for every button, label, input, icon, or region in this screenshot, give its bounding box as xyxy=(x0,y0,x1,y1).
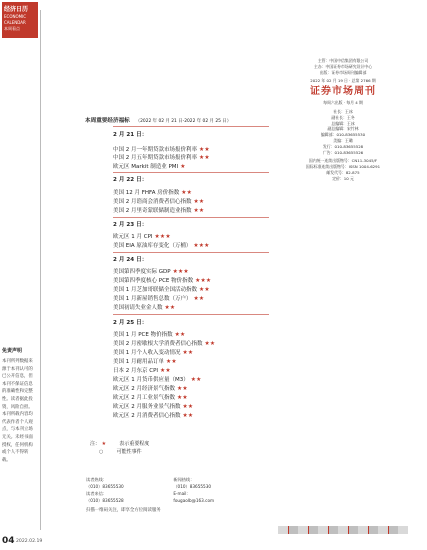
importance-stars: ★★ xyxy=(193,296,205,302)
contact-box xyxy=(86,476,266,514)
legend-row xyxy=(90,448,149,456)
calendar-tab-sub: 本周看点 xyxy=(4,26,20,31)
calendar-tab-en1: ECONOMIC xyxy=(4,14,27,19)
importance-stars: ★★ xyxy=(174,332,186,338)
colophon-line: 副社长：王冬 xyxy=(331,114,355,120)
list-item: 日本 2 月东京 CPI ★★ xyxy=(113,368,171,374)
page-title xyxy=(85,116,231,124)
calendar-tab-en2: CALENDAR xyxy=(4,20,26,25)
importance-stars: ★★ xyxy=(164,305,176,311)
calendar-tab xyxy=(2,2,38,38)
page-date: 2022.02.19 xyxy=(16,539,43,544)
list-item: 欧元区 1 月货币供应量（M3） ★★ xyxy=(113,377,202,383)
list-item: 美国 1 月新屋销售总数（万户） ★★ xyxy=(113,296,205,302)
date-heading: 2 月 22 日： xyxy=(113,177,148,183)
left-rule xyxy=(40,10,41,530)
importance-stars: ★★ xyxy=(199,287,210,293)
legend-row xyxy=(90,440,149,448)
colophon-line: 主办：中国证券市场研究设计中心 xyxy=(313,63,373,69)
list-item: 美国 1 月芝加哥联储全国活动指数 ★★ xyxy=(113,287,210,293)
colophon-line: 美编：王璐 xyxy=(333,137,353,143)
date-heading: 2 月 21 日： xyxy=(113,132,148,138)
date-heading: 2 月 24 日： xyxy=(113,257,148,263)
contact-line: （010）83655528 xyxy=(86,498,124,503)
list-item: 美国 2 月里奇蒙联储制造业指数 ★★ xyxy=(113,208,205,214)
importance-stars: ★★ xyxy=(177,386,188,392)
importance-stars: ★★ xyxy=(193,199,205,205)
list-item: 美国初请失业金人数 ★★ xyxy=(113,305,176,311)
legend-note-label: 注： xyxy=(90,441,101,447)
importance-stars: ★★ xyxy=(190,377,202,383)
list-item: 美国第四季度核心 PCE 物价指数 ★★★ xyxy=(113,278,212,284)
list-item: 美国 EIA 原油库存变化（万桶） ★★★ xyxy=(113,243,210,249)
divider xyxy=(113,217,269,218)
list-item: 欧元区 2 月服务业景气指数 ★★ xyxy=(113,404,194,410)
disclaimer-body: 本刊所列数据来源于本刊认可的已公开信息，但本刊不保证信息的准确性和完整性。读者据此投资，风险自担。本刊所载内容均代表作者个人观点，与本刊立场无关。未经书面授权，任何机构或个人不得转载。 xyxy=(2,359,33,463)
disclaimer-title: 免责声明 xyxy=(2,348,23,354)
list-item: 欧元区 1 月 CPI ★★★ xyxy=(113,234,171,240)
importance-stars: ★★ xyxy=(182,413,194,419)
contact-col-right xyxy=(173,476,259,504)
contact-line: 读者热线： xyxy=(86,477,107,482)
legend xyxy=(90,440,149,456)
colophon-line: 国际标准连续出版物号：ISSN 1004-6291 xyxy=(305,164,381,170)
list-item: 美国 2 月谘商会消费者信心指数 ★★ xyxy=(113,199,205,205)
contact-col-left xyxy=(86,476,172,504)
star-icon: ★ xyxy=(101,441,107,447)
colophon-line: 社长：王冰 xyxy=(333,108,353,114)
legend-text: 可能性事件 xyxy=(116,449,142,455)
list-item: 欧元区 2 月消费者信心指数 ★★ xyxy=(113,413,194,419)
importance-stars: ★★★ xyxy=(172,269,189,275)
divider xyxy=(113,252,269,253)
importance-stars: ★★ xyxy=(193,208,205,214)
importance-stars: ★★★ xyxy=(154,234,171,240)
importance-stars: ★★ xyxy=(199,147,210,153)
colophon-line: 国内统一连续出版物号：CN11-3045/F xyxy=(308,158,378,164)
colophon-line: 发行：010-83655528 xyxy=(322,143,364,149)
page-number: 04 xyxy=(2,536,15,546)
importance-stars: ★★★ xyxy=(195,278,212,284)
list-item: 中国 2 月五年期贷款市场报价利率 ★★ xyxy=(113,155,210,161)
importance-stars: ★★★ xyxy=(193,243,210,249)
legend-text: 表示重要程度 xyxy=(119,441,150,447)
date-heading: 2 月 25 日： xyxy=(113,320,148,326)
importance-stars: ★★ xyxy=(204,341,216,347)
importance-stars: ★★ xyxy=(160,368,171,374)
date-range: （2022 年 02 月 21 日-2022 年 02 月 25 日） xyxy=(135,119,232,124)
list-item: 美国 1 月 PCE 物价指数 ★★ xyxy=(113,332,186,338)
colophon-line: 广告：010-83655526 xyxy=(322,149,364,155)
list-item: 欧元区 2 月工业景气指数 ★★ xyxy=(113,395,188,401)
calendar-tab-title: 经济日历 xyxy=(4,6,29,13)
list-item: 美国 2 月密歇根大学消费者信心指数 ★★ xyxy=(113,341,216,347)
colophon-line: 邮发代号：82-875 xyxy=(326,169,360,175)
divider xyxy=(113,172,269,173)
contact-line: E-mail： xyxy=(173,491,191,496)
email-link[interactable]: fougaolb@163.com xyxy=(173,498,215,503)
divider xyxy=(113,314,269,315)
colophon-line: 出版：证券市场周刊编辑部 xyxy=(319,69,367,75)
contact-footnote: 扫描一维码关注，即享全方位阅读服务 xyxy=(86,508,161,513)
ad-strip xyxy=(278,526,408,534)
importance-stars: ★★ xyxy=(177,395,188,401)
contact-line: 读者来信： xyxy=(86,491,107,496)
importance-stars: ★★ xyxy=(182,350,194,356)
importance-stars: ★★ xyxy=(166,359,177,365)
colophon xyxy=(278,58,408,182)
list-item: 美国 1 月个人收入变动情况 ★★ xyxy=(113,350,194,356)
colophon-line: 编辑部：010-83655530 xyxy=(320,132,366,138)
magazine-logo: 证券市场周刊 xyxy=(310,86,376,98)
importance-stars: ★★ xyxy=(182,404,194,410)
issue-info: 2022 年 02 月 19 日 · 总第 2766 期 xyxy=(310,78,376,84)
contact-line: （010）83655530 xyxy=(173,484,212,489)
date-heading: 2 月 23 日： xyxy=(113,222,148,228)
list-item: 欧元区 2 月经济景气指数 ★★ xyxy=(113,386,188,392)
list-item: 中国 2 月一年期贷款市场报价利率 ★★ xyxy=(113,147,210,153)
colophon-line: 定价：10 元 xyxy=(332,175,354,181)
colophon-line: 总编辑：王冰 xyxy=(331,120,355,126)
list-item: 美国 12 月 FHFA 房价指数 ★★ xyxy=(113,190,193,196)
list-item: 美国 1 月耐用品订单 ★★ xyxy=(113,359,177,365)
contact-line: 新闻热线： xyxy=(173,477,195,482)
page-title-text: 本周重要经济福标 xyxy=(85,118,130,124)
importance-stars: ★ xyxy=(180,164,186,170)
list-item: 欧元区 Markit 制造业 PMI ★ xyxy=(113,164,186,170)
importance-stars: ★★ xyxy=(199,155,210,161)
importance-stars: ★★ xyxy=(181,190,193,196)
contact-line: （010）83655530 xyxy=(86,484,124,489)
divider xyxy=(113,126,269,127)
circle-icon: ○ xyxy=(99,449,104,455)
colophon-line: 副总编辑：宋竹林 xyxy=(327,126,359,132)
colophon-line: 主管：中国中信集团有限公司 xyxy=(317,58,369,63)
logo-subtitle: 每周六出版 · 每月 4 期 xyxy=(323,100,363,106)
list-item: 美国第四季度实际 GDP ★★★ xyxy=(113,269,189,275)
